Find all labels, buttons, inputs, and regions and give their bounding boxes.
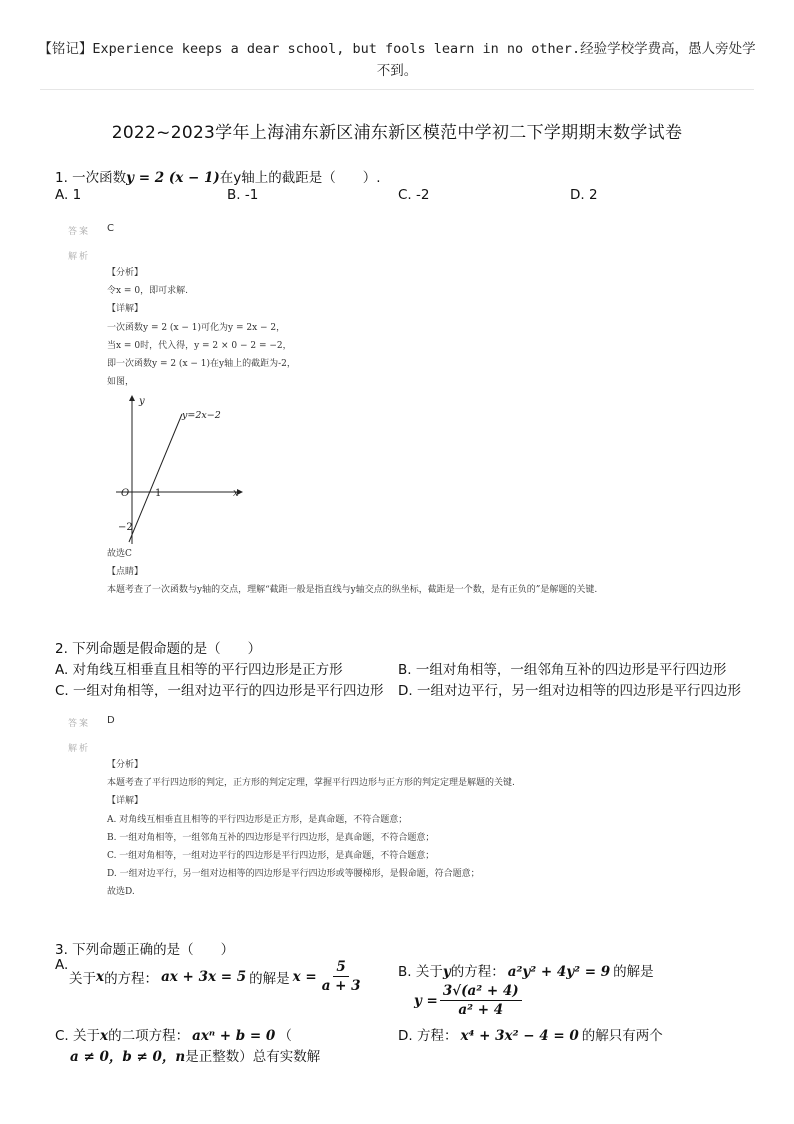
q1-option-b: B. -1 (227, 187, 259, 203)
q2-analysis-label: 解析 (68, 744, 91, 754)
y-tick-label: −2 (118, 522, 133, 533)
solution-line: 故选D. (107, 887, 135, 898)
linear-function-graph (112, 392, 247, 547)
solution-line: 一次函数y = 2 (x − 1)可化为y = 2x − 2， (107, 322, 286, 333)
solution-line: 当x = 0时，代入得，y = 2 × 0 − 2 = −2， (107, 340, 292, 351)
function-line (129, 414, 182, 542)
q2-solution (107, 756, 515, 902)
origin-label: O (121, 488, 130, 499)
q1-analysis-label: 解析 (68, 252, 91, 262)
solution-line: B. 一组对角相等，一组邻角互补的四边形是平行四边形，是真命题，不符合题意； (107, 832, 435, 843)
q3-option-d: D. 方程： x⁴ + 3x² − 4 = 0 的解只有两个 (398, 1028, 663, 1044)
q3-option-c-line2: a ≠ 0，b ≠ 0，n是正整数）总有实数解 (70, 1049, 321, 1065)
q1-option-a: A. 1 (55, 187, 82, 203)
solution-line: 【分析】 (107, 268, 144, 278)
q1-solution (107, 264, 296, 391)
solution-line: 本题考查了平行四边形的判定，正方形的判定定理，掌握平行四边形与正方形的判定定理是解题的关键. (107, 778, 515, 789)
q3-option-b-solution: y = $\frac{\text{3√(a² + 4)}}{\text{a² + 4}}$ (414, 982, 524, 1019)
question-2-stem: 2. 下列命题是假命题的是（ ） (55, 641, 262, 657)
q1-answer-label: 答案 (68, 227, 91, 237)
q1-option-c: C. -2 (398, 187, 430, 203)
fraction: $\frac{\text{3√(a² + 4)}}{\text{a² + 4}}$ (440, 982, 522, 1019)
q2-option-a: A. 对角线互相垂直且相等的平行四边形是正方形 (55, 662, 343, 678)
solution-line: 令x = 0，即可求解. (107, 286, 188, 297)
question-3-stem: 3. 下列命题正确的是（ ） (55, 942, 235, 958)
q1-option-d: D. 2 (570, 187, 598, 203)
solution-line: 即一次函数y = 2 (x − 1)在y轴上的截距为-2， (107, 359, 296, 370)
motto: 【铭记】Experience keeps a dear school, but fools learn in no other.经验学校学费高，愚人旁处学不到。 (38, 41, 756, 79)
solution-line: 如图， (107, 377, 135, 388)
solution-line: 故选C (107, 549, 132, 559)
solution-line: 本题考查了一次函数与y轴的交点，理解“截距一般是指直线与y轴交点的纵坐标，截距是一个数，是有正负的”是解题的关键. (107, 585, 598, 596)
solution-line: D. 一组对边平行，另一组对边相等的四边形是平行四边形或等腰梯形，是假命题，符合题意； (107, 869, 480, 880)
q1-conclusion (107, 545, 597, 600)
q2-option-c: C. 一组对角相等，一组对边平行的四边形是平行四边形 (55, 683, 384, 699)
x-axis-label: x (233, 488, 239, 499)
solution-line: 【点睛】 (107, 567, 144, 578)
question-1-stem: 1. 一次函数y = 2 (x − 1)在y轴上的截距是（ ）. (55, 170, 381, 186)
fraction: $\frac{5}{a + 3}$ (321, 959, 361, 994)
q3-option-c: C. 关于x的二项方程： axⁿ + b = 0 （ (55, 1028, 292, 1044)
x-tick-label: 1 (155, 488, 162, 499)
q3-option-b: B. 关于y的方程： a²y² + 4y² = 9 的解是 (398, 964, 654, 980)
q3-option-a: A. (55, 957, 69, 973)
q2-option-d: D. 一组对边平行，另一组对边相等的四边形是平行四边形 (398, 683, 741, 699)
solution-line: 【详解】 (107, 304, 144, 315)
divider (40, 89, 754, 90)
solution-line: C. 一组对角相等，一组对边平行的四边形是平行四边形，是真命题，不符合题意； (107, 851, 435, 862)
q1-answer: C (107, 223, 114, 234)
q3-option-a-content: 关于 x 的方程： ax + 3x = 5 的解是 x = $\frac{5}{a + 3}$ (69, 958, 366, 995)
solution-line: A. 对角线互相垂直且相等的平行四边形是正方形，是真命题，不符合题意； (107, 814, 408, 825)
solution-line: 【分析】 (107, 760, 144, 770)
q2-answer-label: 答案 (68, 719, 91, 729)
y-axis-label: y (139, 396, 145, 407)
page-title: 2022~2023学年上海浦东新区浦东新区模范中学初二下学期期末数学试卷 (111, 123, 683, 143)
line-label: y=2x−2 (182, 410, 221, 421)
solution-line: 【详解】 (107, 796, 144, 807)
q2-option-b: B. 一组对角相等，一组邻角互补的四边形是平行四边形 (398, 662, 727, 678)
q2-answer: D (107, 715, 115, 726)
